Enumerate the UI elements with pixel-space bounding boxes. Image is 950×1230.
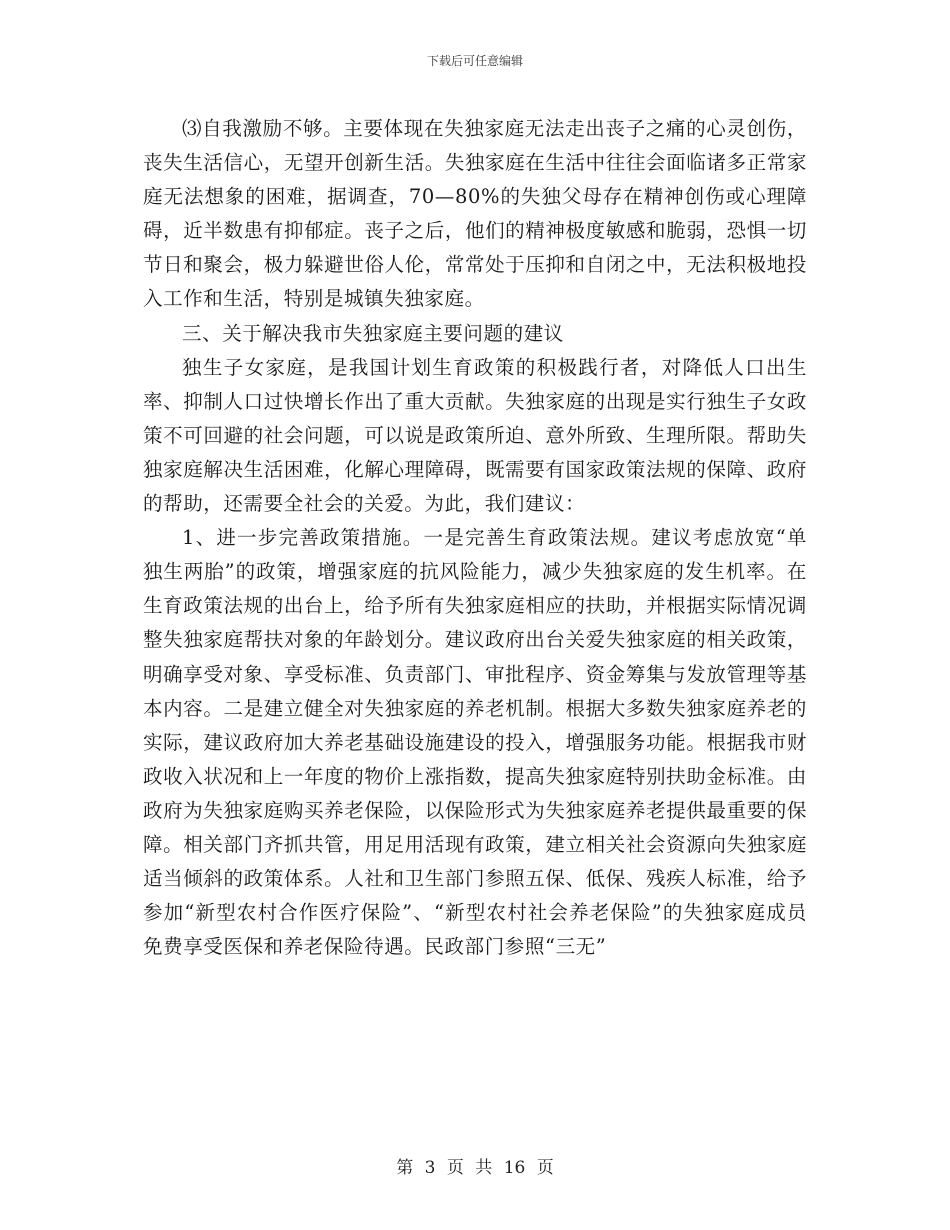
paragraph-policy-measures: 1、进一步完善政策措施。一是完善生育政策法规。建议考虑放宽“单独生两胎”的政策，增强家庭的抗风险能力，减少失独家庭的发生机率。在生育政策法规的出台上，给予所有失独家庭相应的扶助，并根据实际情况调整失独家庭帮扶对象的年龄划分。建议政府出台关爱失独家庭的相关政策，明确享受对象、享受标准、负责部门、审批程序、资金筹集与发放管理等基本内容。二是建立健全对失独家庭的养老机制。根据大多数失独家庭养老的实际，建议政府加大养老基础设施建设的投入，增强服务功能。根据我市财政收入状况和上一年度的物价上涨指数，提高失独家庭特别扶助金标准。由政府为失独家庭购买养老保险，以保险形式为失独家庭养老提供最重要的保障。相关部门齐抓共管，用足用活现有政策，建立相关社会资源向失独家庭适当倾斜的政策体系。人社和卫生部门参照五保、低保、残疾人标准，给予参加“新型农村合作医疗保险”、“新型农村社会养老保险”的失独家庭成员免费享受医保和养老保险待遇。民政部门参照“三无” <box>143 526 807 959</box>
paragraph-self-motivation: ⑶自我激励不够。主要体现在失独家庭无法走出丧子之痛的心灵创伤，丧失生活信心，无望开创新生活。失独家庭在生活中往往会面临诸多正常家庭无法想象的困难，据调查，70—80%的失独父母存在精神创伤或心理障碍，近半数患有抑郁症。丧子之后，他们的精神极度敏感和脆弱，恐惧一切节日和聚会，极力躲避世俗人伦，常常处于压抑和自闭之中，无法积极地投入工作和生活，特别是城镇失独家庭。 <box>143 117 807 311</box>
footer-total-word: 共 <box>475 1158 493 1178</box>
section-heading-suggestions: 三、关于解决我市失独家庭主要问题的建议 <box>182 321 564 345</box>
footer-suffix: 页 <box>536 1158 554 1178</box>
page-number-footer <box>0 1153 950 1178</box>
footer-prefix: 第 <box>396 1158 414 1178</box>
footer-total-pages: 16 <box>503 1158 526 1178</box>
footer-current-page: 3 <box>424 1158 436 1178</box>
footer-page-word: 页 <box>446 1158 464 1178</box>
document-body <box>143 112 807 964</box>
download-note: 下载后可任意编辑 <box>426 54 523 68</box>
paragraph-only-child-families: 独生子女家庭，是我国计划生育政策的积极践行者，对降低人口出生率、抑制人口过快增长作出了重大贡献。失独家庭的出现是实行独生子女政策不可回避的社会问题，可以说是政策所迫、意外所致、生理所限。帮助失独家庭解决生活困难，化解心理障碍，既需要有国家政策法规的保障、政府的帮助，还需要全社会的关爱。为此，我们建议： <box>143 355 807 516</box>
